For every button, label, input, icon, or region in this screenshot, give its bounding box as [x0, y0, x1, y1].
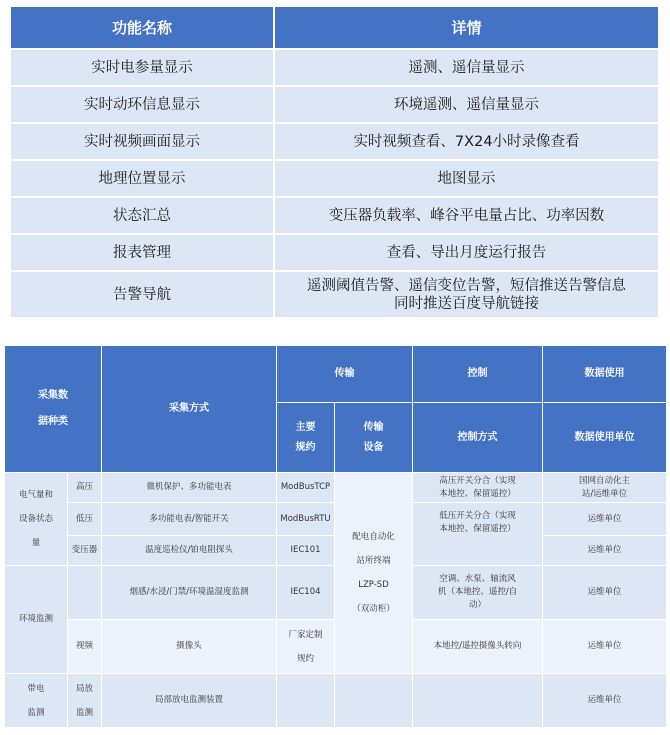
protocol: IEC101 — [277, 536, 335, 566]
function-detail: 环境遥测、遥信量显示 — [273, 85, 658, 122]
device-line: 站所终端 — [356, 556, 391, 566]
function-detail: 遥测、遥信量显示 — [273, 48, 658, 85]
transmission-device — [335, 473, 413, 674]
header-usage-unit: 数据使用单位 — [543, 403, 667, 473]
collection-method: 多功能电表/智能开关 — [102, 503, 277, 536]
header-method: 采集方式 — [102, 346, 277, 473]
data-collection-table — [4, 345, 667, 728]
table-row — [11, 270, 658, 319]
device-line: LZP-SD — [358, 580, 389, 590]
group-partial-discharge: 带电监测 — [5, 674, 68, 728]
collection-method: 温度巡检仪/铂电阻探头 — [102, 536, 277, 566]
protocol: ModBusTCP — [277, 473, 335, 503]
header-function-name: 功能名称 — [11, 7, 273, 48]
control-method: 高压开关分合（实现本地控、保留遥控） — [413, 473, 543, 503]
sub-category — [68, 566, 102, 620]
function-detail — [273, 270, 658, 319]
function-detail: 实时视频查看、7X24小时录像查看 — [273, 122, 658, 159]
function-name: 实时视频画面显示 — [11, 122, 273, 159]
group-electric: 电气量和设备状态量 — [5, 473, 68, 566]
usage-unit: 运维单位 — [543, 566, 667, 620]
table-row — [5, 473, 667, 503]
protocol: IEC104 — [277, 566, 335, 620]
sub-category: 高压 — [68, 473, 102, 503]
function-name: 报表管理 — [11, 233, 273, 270]
table-row — [5, 674, 667, 728]
function-name: 状态汇总 — [11, 196, 273, 233]
usage-unit: 国网自动化主站/运维单位 — [543, 473, 667, 503]
sub-category: 视频 — [68, 620, 102, 674]
table-row — [11, 159, 658, 196]
header-usage: 数据使用 — [543, 346, 667, 403]
header-transmission: 传输 — [277, 346, 413, 403]
sub-category: 变压器 — [68, 536, 102, 566]
usage-unit: 运维单位 — [543, 674, 667, 728]
header-control: 控制 — [413, 346, 543, 403]
header-category: 采集数据种类 — [5, 346, 102, 473]
function-name: 地理位置显示 — [11, 159, 273, 196]
header-device: 传输设备 — [335, 403, 413, 473]
protocol: ModBusRTU — [277, 503, 335, 536]
group-environment: 环境监测 — [5, 566, 68, 674]
header-row-top — [5, 346, 667, 403]
function-name: 实时动环信息显示 — [11, 85, 273, 122]
header-control-method: 控制方式 — [413, 403, 543, 473]
function-detail: 变压器负载率、峰谷平电量占比、功率因数 — [273, 196, 658, 233]
table-row — [11, 122, 658, 159]
function-name: 告警导航 — [11, 270, 273, 319]
function-table-header — [11, 7, 658, 48]
control-method: 低压开关分合（实现本地控、保留遥控） — [413, 503, 543, 566]
control-method — [413, 674, 543, 728]
table-row — [11, 233, 658, 270]
collection-method: 微机保护、多功能电表 — [102, 473, 277, 503]
header-detail: 详情 — [273, 7, 658, 48]
collection-method: 局部放电监测装置 — [102, 674, 277, 728]
usage-unit: 运维单位 — [543, 620, 667, 674]
collection-method: 摄像头 — [102, 620, 277, 674]
table-row — [11, 196, 658, 233]
table-row — [11, 85, 658, 122]
usage-unit: 运维单位 — [543, 536, 667, 566]
header-protocol: 主要规约 — [277, 403, 335, 473]
control-method: 空调、水泵、轴流风机（本地控、遥控/自动） — [413, 566, 543, 620]
sub-category: 低压 — [68, 503, 102, 536]
control-method: 本地控/遥控摄像头转向 — [413, 620, 543, 674]
function-name: 实时电参量显示 — [11, 48, 273, 85]
device-line: 配电自动化 — [352, 532, 395, 542]
usage-unit: 运维单位 — [543, 503, 667, 536]
function-detail: 地图显示 — [273, 159, 658, 196]
transmission-device — [335, 674, 413, 728]
function-detail-line: 遥测阈值告警、遥信变位告警，短信推送告警信息 — [307, 277, 626, 294]
protocol — [277, 674, 335, 728]
collection-method: 烟感/水浸/门禁/环境温湿度监测 — [102, 566, 277, 620]
table-row — [11, 48, 658, 85]
function-detail-line: 同时推送百度导航链接 — [394, 295, 539, 312]
function-table — [11, 7, 658, 319]
sub-category: 局放监测 — [68, 674, 102, 728]
device-line: （双动柜） — [352, 604, 395, 614]
function-detail: 查看、导出月度运行报告 — [273, 233, 658, 270]
protocol: 厂家定制规约 — [277, 620, 335, 674]
